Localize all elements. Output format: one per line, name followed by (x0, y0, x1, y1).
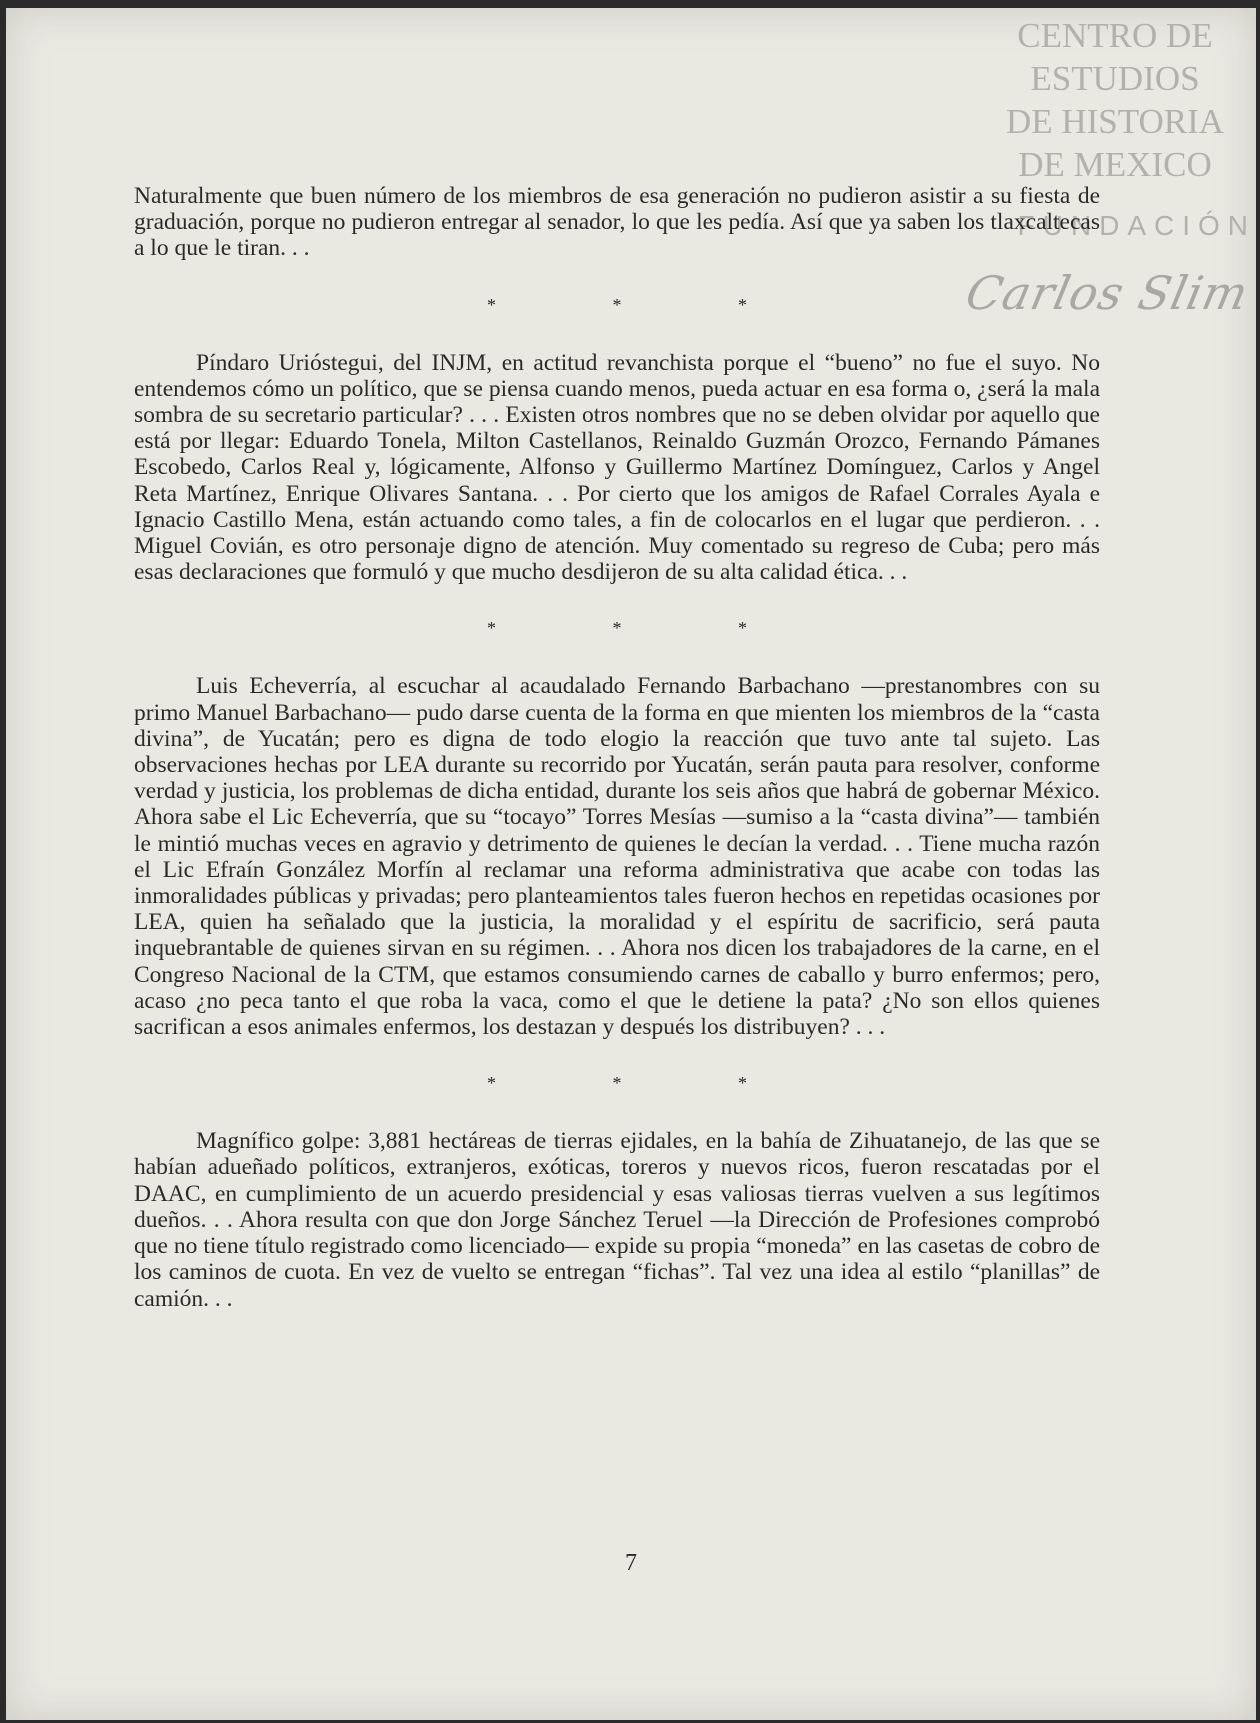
section-separator: * * * (487, 618, 803, 639)
archive-stamp (1000, 14, 1230, 186)
paragraph: Píndaro Urióstegui, del INJM, en actitud revanchista porque el “bueno” no fue el suyo. No entendemos cómo un político, que se piensa cuando menos, pueda actuar en esa forma o, ¿será la mala sombra de su secretario particular? . . . Existen otros nombres que no se deben olvidar por aquello que está por llegar: Eduardo Tonela, Milton Castellanos, Reinaldo Guzmán Orozco, Fernando Pámanes Escobedo, Carlos Real y, lógicamente, Alfonso y Guillermo Martínez Domínguez, Carlos y Angel Reta Martínez, Enrique Olivares Santana. . . Por cierto que los amigos de Rafael Corrales Ayala e Ignacio Castillo Mena, están actuando como tales, a fin de colocarlos en el lugar que perdieron. . . Miguel Covián, es otro personaje digno de atención. Muy comentado su regreso de Cuba; pero más esas declaraciones que formuló y que mucho desdijeron de su alta calidad ética. . . (134, 349, 1100, 586)
stamp-line: ESTUDIOS (1030, 59, 1200, 98)
paragraph: Magnífico golpe: 3,881 hectáreas de tierras ejidales, en la bahía de Zihuatanejo, de las que se habían adueñado políticos, extranjeros, exóticas, toreros y nuevos ricos, fueron rescatadas por el DAAC, en cumplimiento de un acuerdo presidencial y esas valiosas tierras vuelven a sus legítimos dueños. . . Ahora resulta con que don Jorge Sánchez Teruel —la Dirección de Profesiones comprobó que no tiene título registrado como licenciado— expide su propia “moneda” en las casetas de cobro de los caminos de cuota. En vez de vuelto se entregan “fichas”. Tal vez una idea al estilo “planillas” de camión. . . (134, 1128, 1100, 1312)
section-separator: * * * (487, 294, 803, 315)
page-number: 7 (625, 1550, 637, 1576)
signature-watermark: Carlos Slim (961, 266, 1254, 320)
body-text (134, 183, 1100, 1312)
document-page (6, 8, 1256, 1720)
stamp-line: DE MEXICO (1018, 145, 1212, 184)
stamp-line: DE HISTORIA (1005, 102, 1225, 141)
section-separator: * * * (487, 1073, 803, 1094)
stamp-line: CENTRO DE (1017, 16, 1213, 55)
paragraph: Naturalmente que buen número de los miembros de esa generación no pudieron asistir a su fiesta de graduación, porque no pudieron entregar al senador, lo que les pedía. Así que ya saben los tlaxcaltecas a lo que le tiran. . . (134, 183, 1100, 262)
foundation-label: FUNDACIÓN (1017, 210, 1256, 241)
paragraph: Luis Echeverría, al escuchar al acaudalado Fernando Barbachano —prestanombres con su primo Manuel Barbachano— pudo darse cuenta de la forma en que mienten los miembros de la “casta divina”, de Yucatán; pero es digna de todo elogio la reacción que tuvo ante tal sujeto. Las observaciones hechas por LEA durante su recorrido por Yucatán, serán pauta para resolver, conforme verdad y justicia, los problemas de dicha entidad, durante los seis años que habrá de gobernar México. Ahora sabe el Lic Echeverría, que su “tocayo” Torres Mesías —sumiso a la “casta divina”— también le mintió muchas veces en agravio y detrimento de quienes le decían la verdad. . . Tiene mucha razón el Lic Efraín González Morfín al reclamar una reforma administrativa que acabe con todas las inmoralidades públicas y privadas; pero planteamientos tales fueron hechos en repetidas ocasiones por LEA, quien ha señalado que la justicia, la moralidad y el espíritu de sacrificio, será pauta inquebrantable de quienes sirvan en su régimen. . . Ahora nos dicen los trabajadores de la carne, en el Congreso Nacional de la CTM, que estamos consumiendo carnes de caballo y burro enfermos; pero, acaso ¿no peca tanto el que roba la vaca, como el que le detiene la pata? ¿No son ellos quienes sacrifican a esos animales enfermos, los destazan y después los distribuyen? . . . (134, 673, 1100, 1041)
